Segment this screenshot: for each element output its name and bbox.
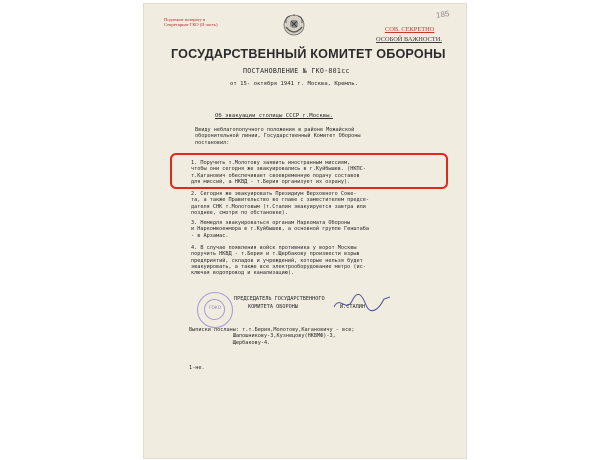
- item-4-demolition: 4. В случае появления войск противника у ворот Москвы поручить НКВД - т.Берия и т.Щербакову произвести взрыв предприятий, складов и учреждений, которые нельзя будет эвакуировать, а также все электрооборудование метро (ис- ключая водопровод и канализацию).: [191, 245, 366, 277]
- signature-title-line1: ПРЕДСЕДАТЕЛЬ ГОСУДАРСТВЕННОГО: [234, 296, 325, 302]
- preamble-text: Ввиду неблагополучного положения в районе Можайской оборонительной линии, Государственный Комитет Обороны постановил:: [195, 127, 361, 146]
- classification-importance: ОСОБОЙ ВАЖНОСТИ.: [376, 36, 442, 43]
- red-highlight-box: [170, 153, 448, 189]
- seal-text: ГОКО: [208, 305, 222, 310]
- classification-label: СОВ. СЕКРЕТНО: [385, 26, 435, 33]
- item-3-defense: 3. Немедля эвакуироваться органам Наркомата Обороны и Наркомвоенмора в г.Куйбышев, а основной группе Генштаба - в Арзамас.: [191, 220, 370, 239]
- handwritten-signature-icon: [332, 293, 394, 313]
- resolution-date-line: от 15- октября 1941 г. Москва, Кремль.: [230, 81, 358, 87]
- resolution-number: ПОСТАНОВЛЕНИЕ № ГКО-801сс: [243, 67, 350, 75]
- official-seal-stamp: [197, 292, 233, 328]
- distribution-list: Выписки посланы: т.т.Берия,Молотову,Кагановичу - все; Шапошникову-3,Кузнецову(НКВМФ)-3, Щербакову-4.: [189, 327, 355, 346]
- footer-note: 1-не.: [189, 365, 205, 371]
- soviet-emblem-icon: [282, 13, 306, 37]
- archive-return-note: Подлежит возврату в Секретариат ГКО (II часть): [164, 17, 218, 28]
- item-1-missions: 1. Поручить т.Молотову заявить иностранным миссиям, чтобы они сегодня же эвакуировались в г.Куйбышев. (НКПС- т.Каганович обеспечивает своевременную подачу составов для миссий, а НКВД - т.Берия организует их охрану).: [191, 160, 366, 185]
- committee-title: ГОСУДАРСТВЕННЫЙ КОМИТЕТ ОБОРОНЫ: [171, 47, 446, 61]
- item-2-presidium: 2. Сегодня же эвакуировать Президиум Верховного Сове- та, а также Правительство во главе с заместителем предсе- дателя СНК т.Молотовым (т.Сталин эвакуируется завтра или позднее, смотря по обстановке).: [191, 191, 370, 216]
- signature-title-line2: КОМИТЕТА ОБОРОНЫ: [248, 304, 298, 310]
- resolution-subject: Об эвакуации столицы СССР г.Москвы.: [215, 113, 333, 119]
- page-number: 185: [435, 9, 450, 20]
- signature-name: И.СТАЛИН: [340, 304, 365, 310]
- document-page: [144, 4, 466, 458]
